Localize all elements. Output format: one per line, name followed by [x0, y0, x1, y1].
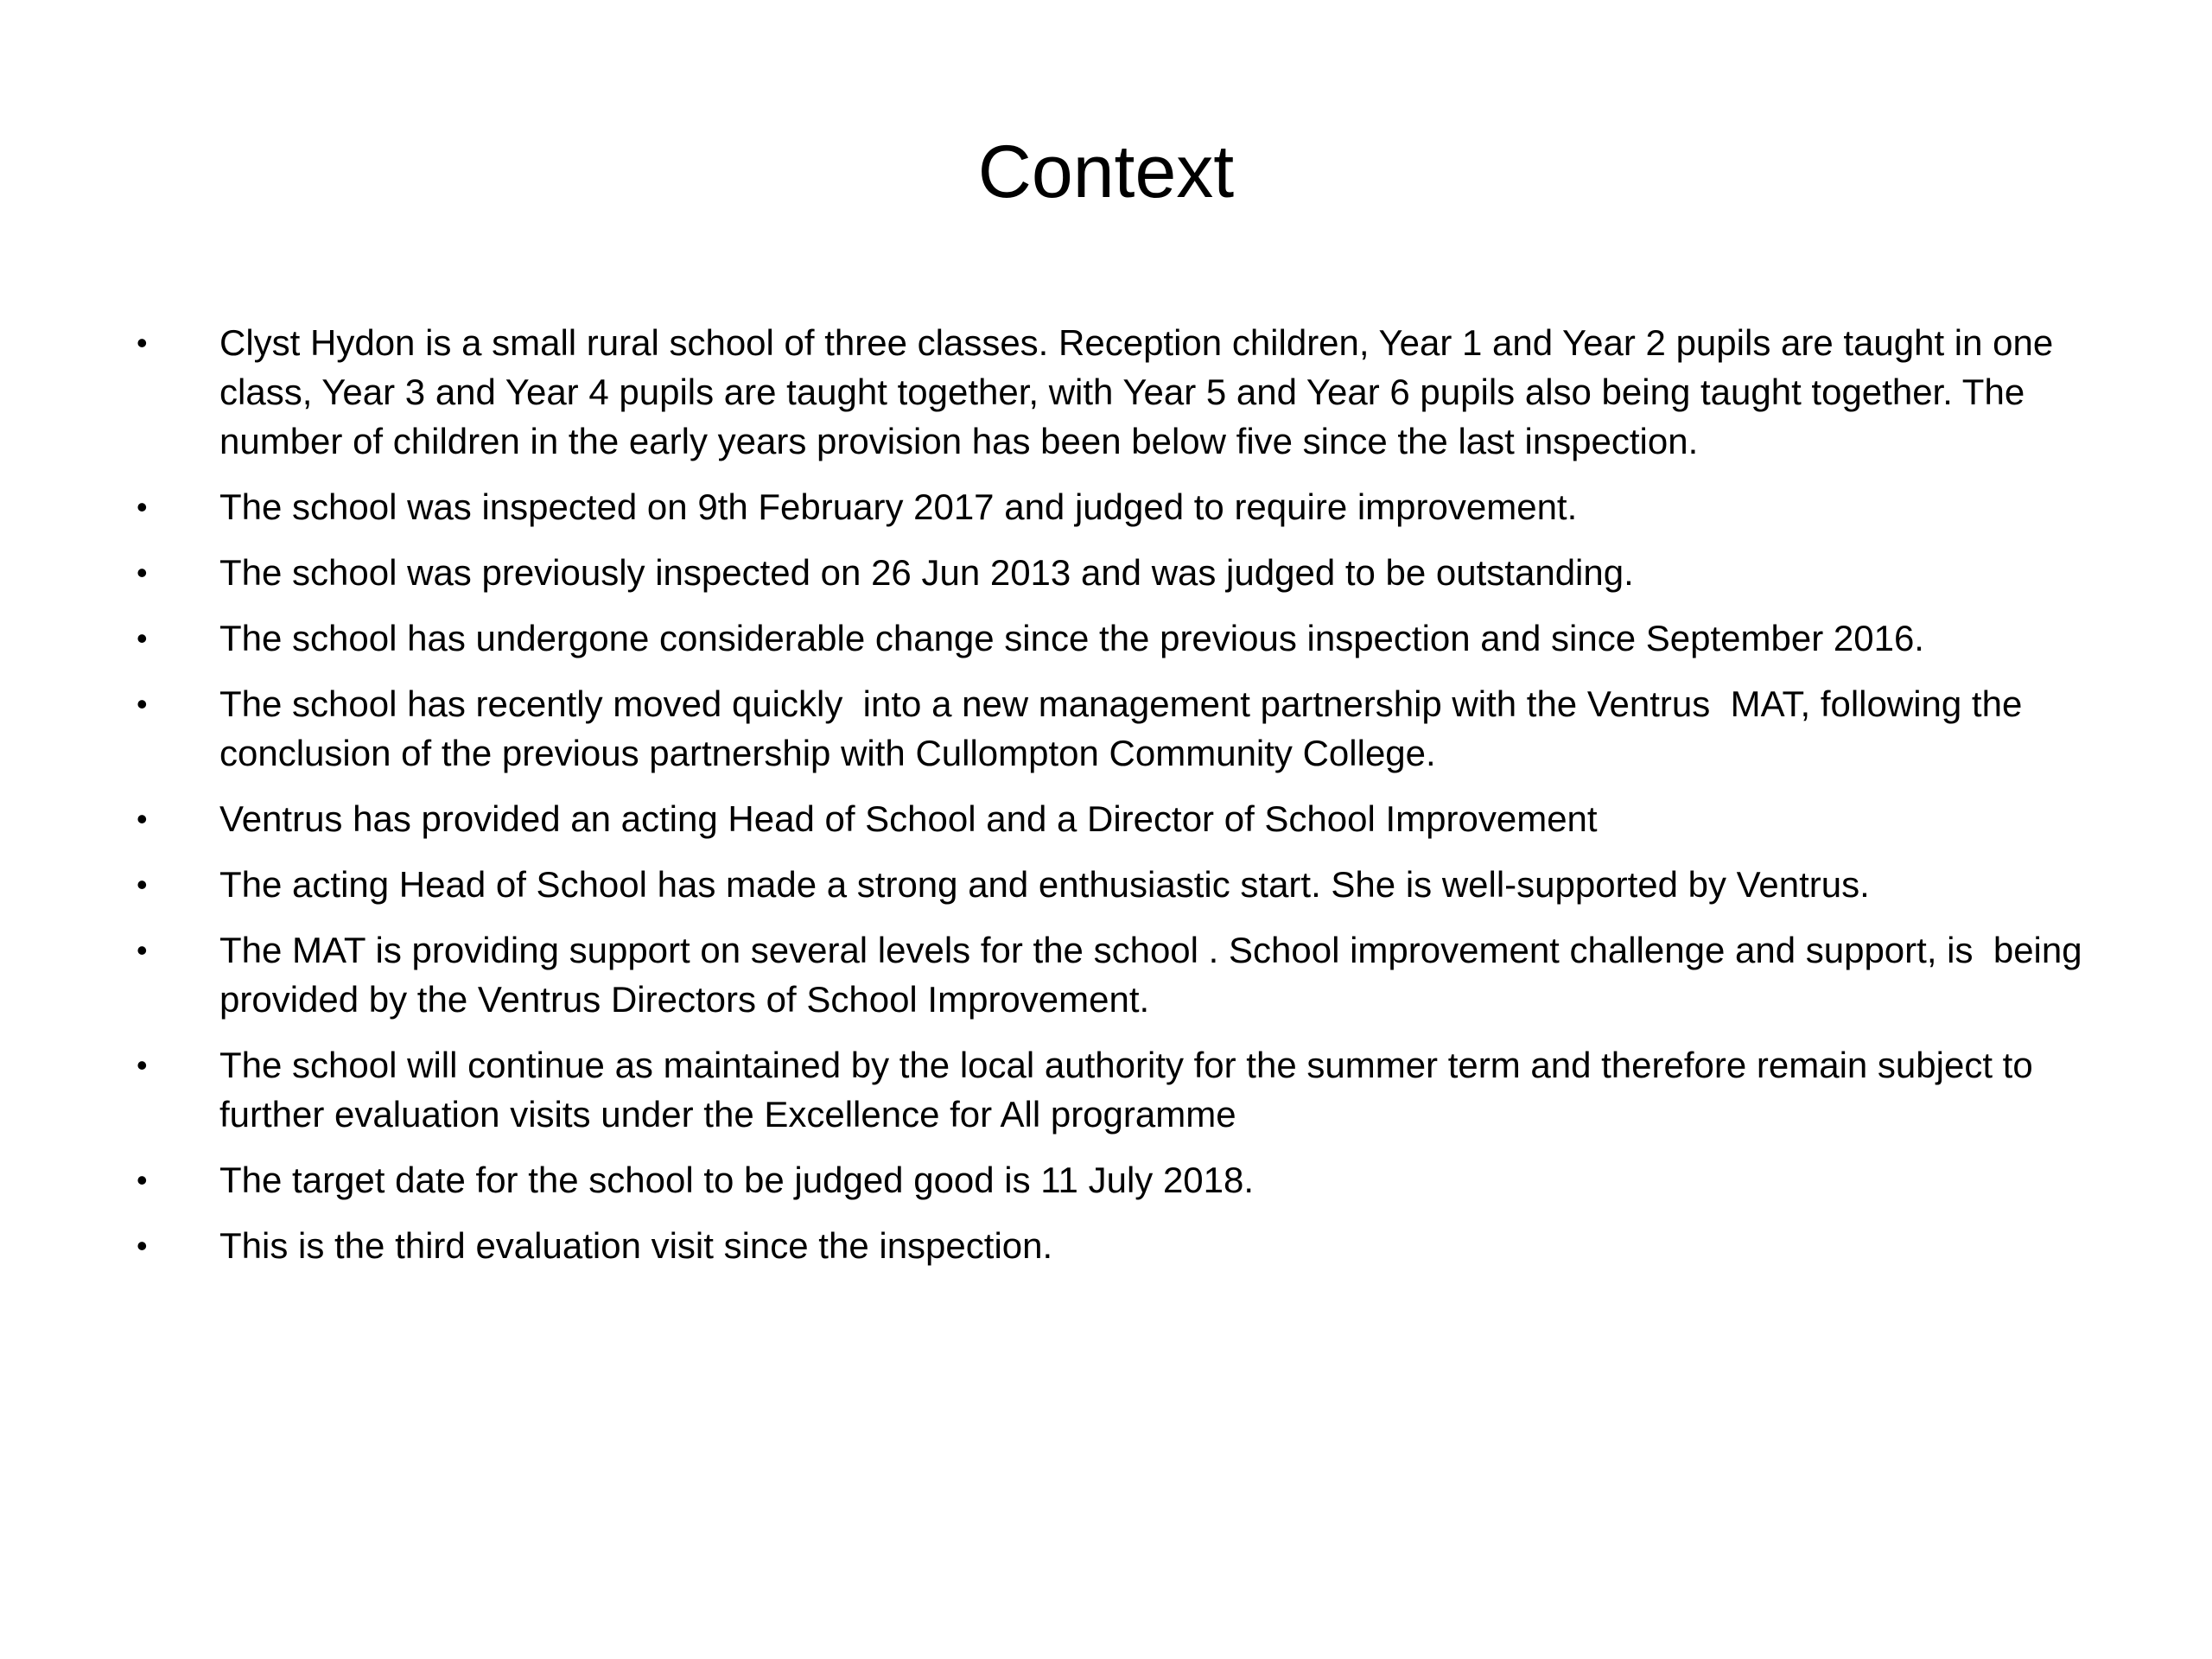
bullet-marker: •	[137, 801, 148, 836]
bullet-text: The target date for the school to be judged good is 11 July 2018.	[219, 1160, 1255, 1200]
bullet-marker: •	[137, 489, 148, 524]
bullet-marker: •	[137, 686, 148, 721]
bullet-text: This is the third evaluation visit since the inspection.	[219, 1225, 1053, 1266]
bullet-item	[137, 1040, 2133, 1139]
bullet-text: The MAT is providing support on several levels for the school . School improvement challenge and support, is being provided by the Ventrus Directors of School Improvement.	[219, 930, 2093, 1020]
bullet-item	[137, 548, 2133, 597]
bullet-marker: •	[137, 1047, 148, 1083]
bullet-text: The school has undergone considerable change since the previous inspection and since September 2016.	[219, 618, 1924, 658]
bullet-item	[137, 860, 2133, 909]
bullet-text: Ventrus has provided an acting Head of School and a Director of School Improvement	[219, 798, 1598, 839]
bullet-marker: •	[137, 867, 148, 902]
bullet-item	[137, 1221, 2133, 1270]
bullet-item	[137, 679, 2133, 778]
bullet-item	[137, 1155, 2133, 1205]
bullet-text: The school was inspected on 9th February 2017 and judged to require improvement.	[219, 486, 1578, 527]
bullet-item	[137, 482, 2133, 531]
bullet-marker: •	[137, 932, 148, 968]
slide-title: Context	[977, 130, 1235, 213]
bullet-list	[137, 318, 2133, 1287]
bullet-text: The acting Head of School has made a strong and enthusiastic start. She is well-supported by Ventrus.	[219, 864, 1870, 905]
bullet-marker: •	[137, 1228, 148, 1263]
bullet-text: Clyst Hydon is a small rural school of three classes. Reception children, Year 1 and Year 2 pupils are taught in one class, Year 3 and Year 4 pupils are taught together, with Year 5 and Year 6 pupils also being taught together. The number of children in the early years provision has been below five since the last inspection.	[219, 322, 2063, 461]
bullet-text: The school was previously inspected on 26 Jun 2013 and was judged to be outstanding.	[219, 552, 1634, 593]
bullet-item	[137, 318, 2133, 466]
bullet-marker: •	[137, 555, 148, 590]
bullet-marker: •	[137, 1162, 148, 1198]
bullet-item	[137, 794, 2133, 843]
bullet-text: The school has recently moved quickly into a new management partnership with the Ventrus MAT, following the conclusion of the previous partnership with Cullompton Community College.	[219, 683, 2032, 773]
bullet-item	[137, 925, 2133, 1024]
bullet-item	[137, 613, 2133, 663]
bullet-marker: •	[137, 325, 148, 360]
bullet-text: The school will continue as maintained by the local authority for the summer term and therefore remain subject to further evaluation visits under the Excellence for All programme	[219, 1045, 2044, 1135]
bullet-marker: •	[137, 620, 148, 656]
